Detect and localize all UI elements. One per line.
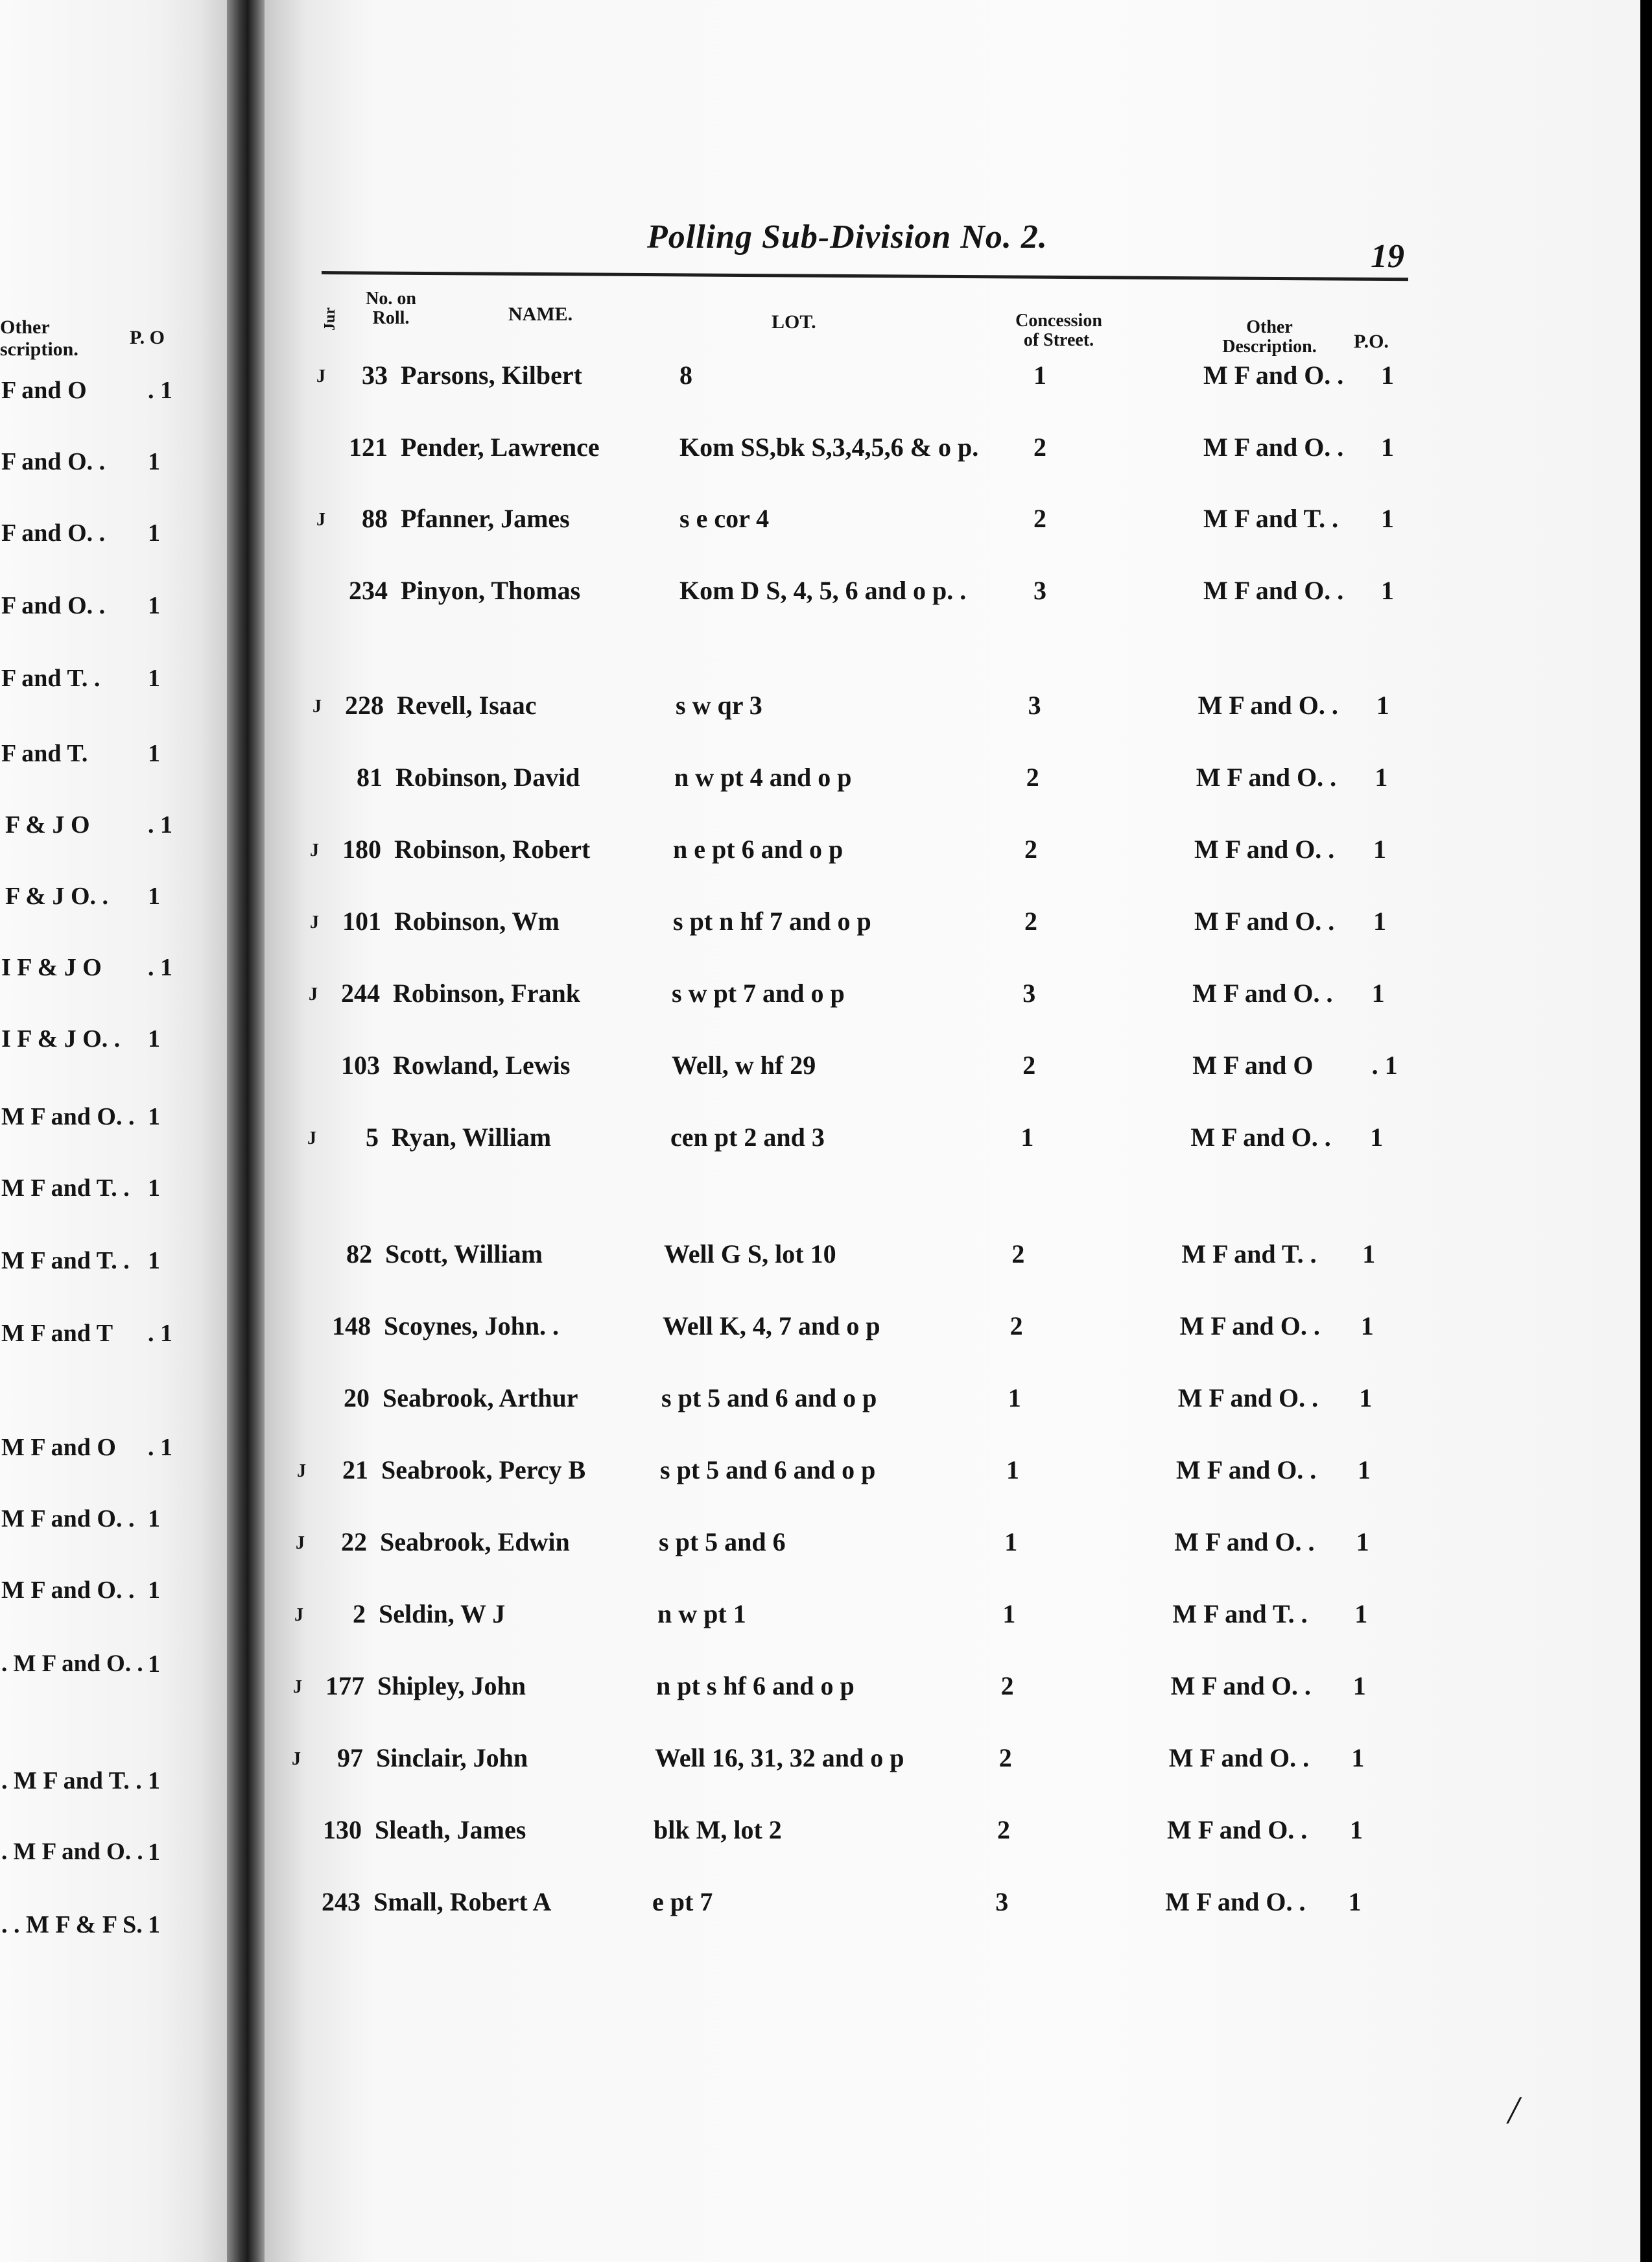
left-other-description: F and O. . (1, 592, 106, 619)
concession-number: 2 (998, 1743, 1012, 1772)
other-description: M F and O. . (1192, 979, 1333, 1008)
left-po-count: . 1 (148, 1320, 172, 1347)
voter-entry (265, 1383, 1640, 1419)
voter-name: Scoynes, John. . (384, 1311, 560, 1340)
po-count: 1 (1358, 1455, 1371, 1484)
po-count: . 1 (1371, 1051, 1398, 1080)
po-count: 1 (1350, 1815, 1363, 1844)
left-other-description: M F and T. . (1, 1174, 130, 1202)
roll-number: 130 (323, 1815, 362, 1844)
lot-description: s w pt 7 and o p (672, 979, 845, 1008)
voter-entry (265, 432, 1640, 468)
left-other-description: M F and O. . (1, 1577, 135, 1604)
concession-number: 2 (1033, 433, 1046, 462)
concession-number: 2 (1033, 504, 1046, 533)
po-count: 1 (1356, 1527, 1369, 1556)
roll-number: 82 (346, 1239, 372, 1268)
roll-number: 22 (341, 1527, 367, 1556)
other-description: M F and O. . (1168, 1743, 1310, 1772)
left-other-description: F & J O. . (5, 883, 109, 910)
lot-description: Well 16, 31, 32 and o p (655, 1743, 904, 1772)
voter-name: Pender, Lawrence (401, 433, 600, 462)
po-count: 1 (1373, 835, 1386, 864)
concession-number: 2 (1011, 1239, 1025, 1268)
lot-description: s pt 5 and 6 and o p (661, 1383, 877, 1412)
left-po-count: 1 (148, 1839, 160, 1866)
left-po-count: 1 (148, 665, 160, 692)
lot-description: n w pt 1 (657, 1599, 746, 1628)
voter-entry (265, 1599, 1640, 1635)
jur-mark: J (309, 984, 318, 1005)
roll-number: 244 (341, 979, 380, 1008)
left-po-count: 1 (148, 448, 160, 475)
po-count: 1 (1376, 691, 1389, 720)
lot-description: n e pt 6 and o p (673, 835, 844, 864)
left-other-description: I F & J O (1, 954, 102, 981)
roll-number: 180 (342, 835, 381, 864)
voter-entry (265, 1815, 1640, 1851)
concession-number: 2 (1024, 835, 1037, 864)
roll-number: 81 (357, 763, 383, 792)
concession-number: 2 (1000, 1671, 1014, 1700)
book-gutter (227, 0, 265, 2262)
concession-number: 1 (1004, 1527, 1018, 1556)
left-other-description: . . M F & F S. (1, 1911, 143, 1938)
voter-name: Shipley, John (377, 1671, 526, 1700)
concession-number: 2 (1026, 763, 1039, 792)
concession-number: 3 (995, 1887, 1009, 1916)
voter-name: Sinclair, John (376, 1743, 528, 1772)
voter-name: Robinson, Robert (394, 835, 591, 864)
pencil-mark: / (1508, 2089, 1519, 2132)
jur-mark: J (310, 840, 319, 861)
po-count: 1 (1381, 433, 1394, 462)
jur-mark: J (297, 1461, 306, 1481)
voter-entry (265, 978, 1640, 1014)
voter-name: Seabrook, Percy B (381, 1455, 586, 1484)
column-heading-concession: Concession of Street. (1015, 311, 1102, 350)
other-description: M F and O. . (1203, 433, 1344, 462)
right-page (265, 0, 1640, 2262)
left-other-description: M F and T (1, 1320, 113, 1347)
lot-description: n pt s hf 6 and o p (656, 1671, 855, 1700)
other-description: M F and O. . (1194, 907, 1335, 936)
voter-entry (265, 1050, 1640, 1086)
concession-number: 2 (1024, 907, 1037, 936)
running-head: Polling Sub-Division No. 2. (647, 219, 1048, 256)
concession-number: 2 (1009, 1311, 1023, 1340)
roll-number: 97 (337, 1743, 363, 1772)
po-count: 1 (1371, 979, 1385, 1008)
left-other-description: M F and O. . (1, 1505, 135, 1532)
voter-entry (265, 1311, 1640, 1347)
other-description: M F and O. . (1203, 361, 1344, 390)
lot-description: e pt 7 (652, 1887, 713, 1916)
left-po-count: 1 (148, 519, 160, 547)
left-po-count: 1 (148, 1577, 160, 1604)
lot-description: n w pt 4 and o p (674, 763, 852, 792)
left-po-count: . 1 (148, 954, 172, 981)
jur-mark: J (307, 1128, 316, 1149)
other-description: M F and O. . (1190, 1123, 1331, 1152)
roll-number: 148 (332, 1311, 371, 1340)
left-other-description: M F and O. . (1, 1103, 135, 1130)
concession-number: 2 (997, 1815, 1010, 1844)
roll-number: 101 (342, 907, 381, 936)
left-other-description: . M F and T. . (1, 1767, 142, 1794)
column-heading-name: NAME. (508, 304, 573, 325)
po-count: 1 (1362, 1239, 1376, 1268)
left-po-count: 1 (148, 1103, 160, 1130)
voter-entry (265, 1122, 1640, 1158)
voter-entry (265, 1887, 1640, 1923)
voter-name: Robinson, David (395, 763, 580, 792)
roll-number: 121 (349, 433, 388, 462)
voter-entry (265, 1239, 1640, 1275)
concession-number: 2 (1022, 1051, 1036, 1080)
column-heading-jur: Jur (322, 307, 338, 331)
voter-name: Robinson, Frank (393, 979, 580, 1008)
left-other-description: F and O (1, 377, 87, 404)
left-other-description: I F & J O. . (1, 1025, 121, 1053)
other-description: M F and O. . (1165, 1887, 1306, 1916)
other-description: M F and O. . (1196, 763, 1337, 792)
other-description: M F and O. . (1176, 1455, 1317, 1484)
other-description: M F and O. . (1170, 1671, 1311, 1700)
lot-description: s pt 5 and 6 (659, 1527, 786, 1556)
voter-entry (265, 762, 1640, 798)
left-po-count: 1 (148, 1650, 160, 1678)
left-po-count: 1 (148, 740, 160, 767)
left-other-description: . M F and O. . (1, 1650, 143, 1677)
column-heading-no-on-roll: No. on Roll. (366, 289, 416, 328)
voter-entry (265, 1527, 1640, 1563)
lot-description: s e cor 4 (679, 504, 770, 533)
voter-entry (265, 834, 1640, 870)
other-description: M F and T. . (1172, 1599, 1308, 1628)
voter-name: Seabrook, Arthur (383, 1383, 578, 1412)
left-other-description: M F and T. . (1, 1247, 130, 1274)
voter-entry (265, 1671, 1640, 1707)
left-facing-page (0, 0, 227, 2262)
po-count: 1 (1352, 1671, 1366, 1700)
roll-number: 20 (344, 1383, 370, 1412)
concession-number: 3 (1028, 691, 1041, 720)
voter-name: Pinyon, Thomas (401, 576, 581, 605)
roll-number: 5 (366, 1123, 379, 1152)
voter-name: Revell, Isaac (397, 691, 537, 720)
other-description: M F and T. . (1181, 1239, 1317, 1268)
jur-mark: J (293, 1677, 302, 1697)
concession-number: 1 (1033, 361, 1046, 390)
left-po-count: 1 (148, 883, 160, 910)
lot-description: s w qr 3 (676, 691, 762, 720)
voter-name: Parsons, Kilbert (401, 361, 582, 390)
left-po-count: 1 (148, 1025, 160, 1053)
other-description: M F and O. . (1179, 1311, 1320, 1340)
left-po-count: . 1 (148, 377, 172, 404)
voter-name: Robinson, Wm (394, 907, 560, 936)
other-description: M F and O. . (1198, 691, 1338, 720)
po-count: 1 (1348, 1887, 1362, 1916)
other-description: M F and O. . (1203, 576, 1344, 605)
roll-number: 103 (341, 1051, 380, 1080)
roll-number: 2 (353, 1599, 366, 1628)
lot-description: 8 (679, 361, 692, 390)
concession-number: 3 (1033, 576, 1046, 605)
left-po-heading: P. O (130, 327, 165, 348)
lot-description: cen pt 2 and 3 (670, 1123, 825, 1152)
voter-entry (265, 575, 1640, 612)
other-description: M F and O. . (1177, 1383, 1319, 1412)
left-po-count: 1 (148, 1174, 160, 1202)
column-heading-lot: LOT. (772, 311, 816, 333)
jur-mark: J (294, 1605, 303, 1625)
voter-name: Sleath, James (375, 1815, 526, 1844)
concession-number: 1 (1006, 1455, 1019, 1484)
voter-name: Scott, William (385, 1239, 543, 1268)
concession-number: 1 (1008, 1383, 1021, 1412)
jur-mark: J (310, 912, 319, 933)
lot-description: Well K, 4, 7 and o p (663, 1311, 880, 1340)
lot-description: Kom SS,bk S,3,4,5,6 & o p. (679, 433, 979, 462)
left-po-count: 1 (148, 1911, 160, 1938)
page-number: 19 (1371, 238, 1404, 275)
po-count: 1 (1375, 763, 1388, 792)
po-count: 1 (1381, 361, 1394, 390)
po-count: 1 (1381, 576, 1394, 605)
voter-entry (265, 360, 1640, 396)
voter-entry (265, 503, 1640, 540)
po-count: 1 (1351, 1743, 1365, 1772)
po-count: 1 (1354, 1599, 1368, 1628)
jur-mark: J (316, 510, 325, 530)
left-po-count: 1 (148, 592, 160, 619)
lot-description: Well G S, lot 10 (664, 1239, 836, 1268)
lot-description: s pt 5 and 6 and o p (660, 1455, 876, 1484)
voter-name: Ryan, William (392, 1123, 552, 1152)
po-count: 1 (1373, 907, 1386, 936)
concession-number: 3 (1022, 979, 1036, 1008)
roll-number: 243 (322, 1887, 360, 1916)
left-po-count: 1 (148, 1767, 160, 1794)
lot-description: Kom D S, 4, 5, 6 and o p. . (679, 576, 967, 605)
left-other-description: F and T. (1, 740, 88, 767)
roll-number: 228 (345, 691, 384, 720)
voter-name: Small, Robert A (373, 1887, 552, 1916)
header-rule (322, 271, 1408, 281)
roll-number: 177 (325, 1671, 364, 1700)
voter-entry (265, 1743, 1640, 1779)
concession-number: 1 (1021, 1123, 1034, 1152)
left-po-count: . 1 (148, 1434, 172, 1461)
left-other-description: F & J O (5, 811, 90, 839)
voter-name: Seldin, W J (379, 1599, 506, 1628)
other-description: M F and O. . (1167, 1815, 1308, 1844)
lot-description: s pt n hf 7 and o p (673, 907, 871, 936)
roll-number: 33 (362, 361, 388, 390)
left-other-description-heading: Other scription. (0, 316, 78, 360)
column-heading-po: P.O. (1354, 331, 1389, 352)
roll-number: 21 (342, 1455, 368, 1484)
other-description: M F and O. . (1194, 835, 1335, 864)
other-description: M F and O. . (1174, 1527, 1315, 1556)
column-heading-other-description: Other Description. (1222, 317, 1317, 357)
left-po-count: 1 (148, 1505, 160, 1532)
left-other-description: F and T. . (1, 665, 100, 692)
left-other-description: F and O. . (1, 448, 106, 475)
other-description: M F and T. . (1203, 504, 1339, 533)
voter-entry (265, 690, 1640, 726)
voter-entry (265, 906, 1640, 942)
left-po-count: . 1 (148, 811, 172, 839)
jur-mark: J (292, 1749, 301, 1769)
lot-description: Well, w hf 29 (672, 1051, 816, 1080)
left-other-description: F and O. . (1, 519, 106, 547)
po-count: 1 (1370, 1123, 1384, 1152)
voter-entry (265, 1455, 1640, 1491)
concession-number: 1 (1002, 1599, 1016, 1628)
po-count: 1 (1359, 1383, 1373, 1412)
po-count: 1 (1381, 504, 1394, 533)
left-other-description: M F and O (1, 1434, 116, 1461)
voter-name: Pfanner, James (401, 504, 570, 533)
left-other-description: . M F and O. . (1, 1839, 143, 1865)
jur-mark: J (313, 696, 322, 717)
left-po-count: 1 (148, 1247, 160, 1274)
lot-description: blk M, lot 2 (654, 1815, 782, 1844)
roll-number: 234 (349, 576, 388, 605)
jur-mark: J (296, 1533, 305, 1553)
jur-mark: J (316, 366, 325, 387)
other-description: M F and O (1192, 1051, 1314, 1080)
po-count: 1 (1360, 1311, 1374, 1340)
roll-number: 88 (362, 504, 388, 533)
voter-name: Rowland, Lewis (393, 1051, 571, 1080)
voter-name: Seabrook, Edwin (380, 1527, 570, 1556)
